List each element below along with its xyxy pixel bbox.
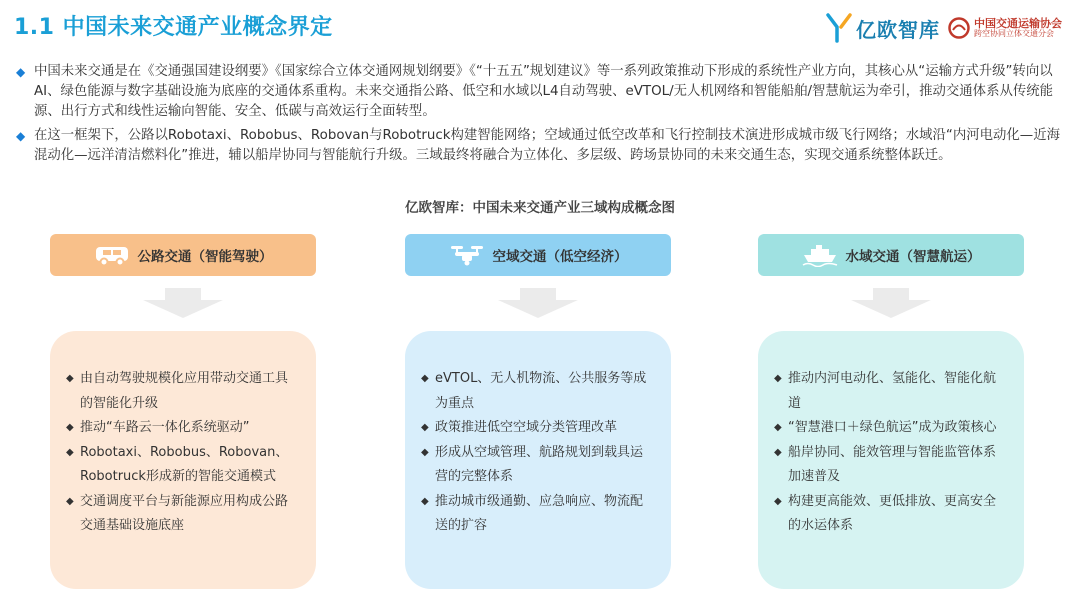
road-transport-column	[50, 234, 316, 589]
list-item: ◆ “智慧港口＋绿色航运”成为政策核心	[774, 420, 997, 435]
down-arrow-icon	[851, 288, 931, 322]
list-item: ◆ Robotaxi、Robobus、Robovan、Robotruck形成新的智能交通模式	[66, 444, 289, 484]
intro-paragraph-2	[14, 126, 1068, 166]
list-item: ◆ 船岸协同、能效管理与智能监管体系加速普及	[774, 444, 997, 484]
intro-paragraph-1	[14, 62, 1068, 122]
list-item: ◆ 推动城市级通勤、应急响应、物流配送的扩容	[421, 493, 644, 533]
road-transport-body	[50, 331, 316, 589]
association-emblem-icon	[948, 17, 970, 39]
list-item: ◆ 构建更高能效、更低排放、更高安全的水运体系	[774, 493, 997, 533]
water-transport-body	[758, 331, 1024, 589]
list-item: ◆ 政策推进低空空域分类管理改革	[421, 420, 618, 435]
list-item: ◆ 推动内河电动化、氢能化、智能化航道	[774, 371, 997, 411]
car-icon	[94, 243, 130, 267]
list-item: ◆ 由自动驾驶规模化应用带动交通工具的智能化升级	[66, 371, 289, 411]
ship-icon	[802, 243, 838, 267]
down-arrow-icon	[498, 288, 578, 322]
diamond-bullet-icon: ◆	[16, 129, 26, 143]
diagram-title: 亿欧智库：中国未来交通产业三域构成概念图	[405, 200, 675, 216]
paragraph-text: 中国未来交通是在《交通强国建设纲要》《国家综合立体交通网规划纲要》《“十五五”规划建议》等一系列政策推动下形成的系统性产业方向，其核心从“运输方式升级”转向以AI、绿色能源与数字基础设施为底座的交通体系重构。未来交通指公路、低空和水域以L4自动驾驶、eVTOL/无人机网络和智能船舶/智慧航运为牵引，推动交通体系从传统能源、出行方式和线性运输向智能、安全、低碳与高效运行全面转型。	[34, 64, 1054, 119]
list-item: ◆ eVTOL、无人机物流、公共服务等成为重点	[421, 371, 647, 411]
water-transport-header	[758, 234, 1024, 276]
air-transport-header	[405, 234, 671, 276]
yiou-logo-text: 亿欧智库	[856, 17, 940, 42]
list-item: ◆ 推动“车路云一体化系统驱动”	[66, 420, 250, 435]
road-transport-label: 公路交通（智能驾驶）	[137, 249, 273, 265]
list-item: ◆ 交通调度平台与新能源应用构成公路交通基础设施底座	[66, 493, 289, 533]
drone-icon	[449, 243, 485, 267]
air-transport-label: 空域交通（低空经济）	[492, 249, 628, 265]
water-transport-column	[758, 234, 1024, 589]
air-transport-body	[405, 331, 671, 589]
water-transport-label: 水域交通（智慧航运）	[845, 249, 981, 265]
association-logo	[948, 17, 1062, 39]
logo-group	[826, 10, 1062, 46]
association-subname: 跨空协同立体交通分会	[974, 28, 1054, 38]
association-name: 中国交通运输协会	[974, 16, 1062, 30]
diamond-bullet-icon: ◆	[16, 65, 26, 79]
yiou-logo-mark-icon	[826, 13, 852, 43]
road-transport-header	[50, 234, 316, 276]
page-title: 1.1 中国未来交通产业概念界定	[14, 15, 333, 40]
list-item: ◆ 形成从空域管理、航路规划到载具运营的完整体系	[421, 444, 644, 484]
air-transport-column	[405, 234, 671, 589]
down-arrow-icon	[143, 288, 223, 322]
yiou-logo	[826, 13, 940, 43]
paragraph-text: 在这一框架下，公路以Robotaxi、Robobus、Robovan与Robotruck构建智能网络；空域通过低空改革和飞行控制技术演进形成城市级飞行网络；水域沿“内河电动化—近海混动化—远洋清洁燃料化”推进，辅以船岸协同与智能航行升级。三域最终将融合为立体化、多层级、跨场景协同的未来交通生态，实现交通系统整体跃迁。	[34, 128, 1060, 163]
